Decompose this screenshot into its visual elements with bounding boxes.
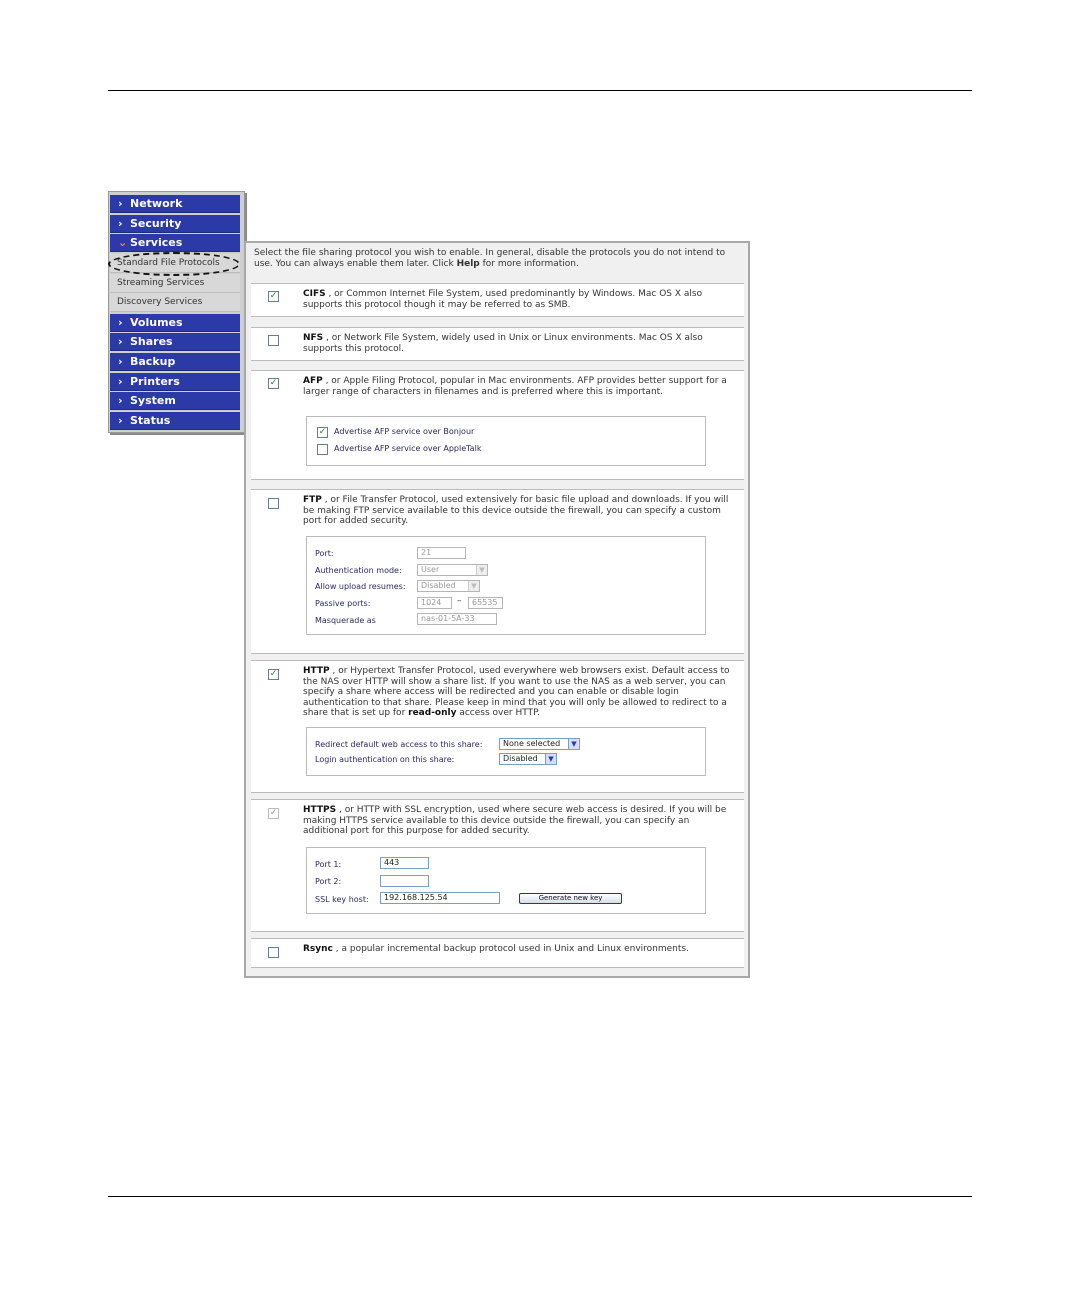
afp-name: AFP [303,376,323,386]
chevron-right-icon: › [118,394,123,407]
sidebar-subitem-discovery-services[interactable] [110,293,240,312]
cifs-desc-text: , or Common Internet File System, used predominantly by Windows. Mac OS X also supports this protocol though it may be referred to as SMB. [303,289,703,310]
login-auth-label: Login authentication on this share: [315,755,455,764]
bonjour-label: Advertise AFP service over Bonjour [334,427,475,436]
sidebar [108,191,245,433]
login-auth-value: Disabled [503,754,538,763]
sidebar-item-status[interactable] [110,412,240,430]
ftp-masq-label: Masquerade as [315,616,376,625]
chevron-right-icon: › [118,355,123,368]
section-https [251,799,744,932]
passive-range-dash: – [457,596,462,606]
sidebar-item-shares[interactable] [110,333,240,351]
ftp-passive-to-input[interactable]: 65535 [468,597,503,609]
sidebar-item-services[interactable] [110,234,240,252]
login-auth-select[interactable] [499,753,557,765]
afp-desc-text: , or Apple Filing Protocol, popular in Mac environments. AFP provides better support for a larger range of characters in filenames and is preferred where this is important. [303,376,727,397]
chevron-down-icon: ▼ [568,739,579,749]
ftp-desc-text: , or File Transfer Protocol, used extensively for basic file upload and downloads. If you will be making FTP service available to this device outside the firewall, you can specify a custom port for added security. [303,495,729,526]
sidebar-subitem-streaming-services[interactable] [110,274,240,293]
redirect-label: Redirect default web access to this share: [315,740,483,749]
sidebar-item-system[interactable] [110,392,240,410]
http-options [306,727,706,776]
ftp-resume-select[interactable] [417,580,480,592]
section-nfs [251,327,744,361]
ftp-checkbox[interactable] [268,498,279,509]
generate-new-key-button[interactable]: Generate new key [519,893,622,904]
ftp-port-label: Port: [315,549,334,558]
afp-options [306,416,706,466]
chevron-down-icon: ▼ [545,754,556,764]
chevron-right-icon: › [118,316,123,329]
sidebar-item-label: System [130,394,176,407]
cifs-name: CIFS [303,289,326,299]
https-port2-label: Port 2: [315,877,342,886]
chevron-down-icon: ⌄ [118,236,128,249]
intro-text-tail: for more information. [479,259,579,269]
http-desc-tail: access over HTTP. [456,708,540,718]
nfs-name: NFS [303,333,324,343]
rsync-name: Rsync [303,944,333,954]
cifs-checkbox[interactable]: ✓ [269,291,278,301]
section-http [251,660,744,793]
https-port1-label: Port 1: [315,860,342,869]
http-description [303,666,733,719]
ftp-resume-value: Disabled [421,581,456,590]
sidebar-item-printers[interactable] [110,373,240,391]
sidebar-item-backup[interactable] [110,353,240,371]
subitem-label: Standard File Protocols [117,258,220,268]
chevron-right-icon: › [118,335,123,348]
ftp-options [306,536,706,635]
top-rule [108,90,972,91]
section-ftp [251,489,744,654]
sidebar-item-label: Network [130,197,183,210]
section-rsync [251,938,744,968]
https-port2-input[interactable] [380,875,429,887]
ftp-masq-input[interactable]: nas-01-5A-33 [417,613,497,625]
section-cifs [251,283,744,317]
https-description [303,805,733,837]
ftp-passive-from-input[interactable]: 1024 [417,597,452,609]
https-desc-text: , or HTTP with SSL encryption, used where secure web access is desired. If you will be making HTTPS service available to this device outside the firewall, you can specify an additional port for this purpose for added security. [303,805,727,836]
subitem-label: Streaming Services [117,278,205,288]
redirect-select[interactable] [499,738,580,750]
https-checkbox: ✓ [269,808,278,818]
chevron-right-icon: › [118,217,123,230]
redirect-value: None selected [503,739,561,748]
section-afp [251,370,744,480]
sidebar-item-label: Backup [130,355,176,368]
ftp-description [303,495,733,527]
sidebar-item-label: Volumes [130,316,183,329]
ssl-key-host-input[interactable]: 192.168.125.54 [380,892,500,904]
ftp-passive-label: Passive ports: [315,599,371,608]
sidebar-item-volumes[interactable] [110,314,240,332]
https-name: HTTPS [303,805,337,815]
appletalk-label: Advertise AFP service over AppleTalk [334,444,482,453]
intro-text [254,248,744,270]
chevron-down-icon: ▼ [468,581,479,591]
rsync-checkbox[interactable] [268,947,279,958]
bonjour-checkbox[interactable]: ✓ [318,427,327,437]
bottom-rule [108,1196,972,1197]
chevron-right-icon: › [118,375,123,388]
chevron-right-icon: › [118,414,123,427]
nfs-desc-text: , or Network File System, widely used in Unix or Linux environments. Mac OS X also supports this protocol. [303,333,703,354]
help-word: Help [456,259,480,269]
https-port1-input[interactable]: 443 [380,857,429,869]
protocols-panel [244,241,750,978]
nfs-description [303,333,733,354]
afp-description [303,376,733,397]
https-options [306,847,706,914]
intro-text-body: Select the file sharing protocol you wish to enable. In general, disable the protocols you do not intend to use. You can always enable them later. Click [254,248,726,269]
ftp-auth-label: Authentication mode: [315,566,402,575]
sidebar-item-label: Shares [130,335,173,348]
rsync-desc-text: , a popular incremental backup protocol used in Unix and Linux environments. [332,944,689,954]
ftp-resume-label: Allow upload resumes: [315,582,406,591]
ftp-name: FTP [303,495,322,505]
ftp-auth-value: User [421,565,440,574]
sidebar-item-label: Printers [130,375,180,388]
highlight-callout-oval [108,252,240,276]
sidebar-item-security[interactable] [110,215,240,233]
http-name: HTTP [303,666,330,676]
cifs-description [303,289,733,310]
sidebar-item-label: Services [130,236,183,249]
rsync-description [303,944,733,955]
http-read-only: read-only [408,708,457,718]
sidebar-item-label: Security [130,217,182,230]
ftp-port-input[interactable]: 21 [417,547,466,559]
subitem-label: Discovery Services [117,297,203,307]
ftp-auth-select[interactable] [417,564,488,576]
http-checkbox[interactable]: ✓ [269,669,278,679]
chevron-right-icon: › [118,197,123,210]
afp-checkbox[interactable]: ✓ [269,378,278,388]
nfs-checkbox[interactable] [268,335,279,346]
sidebar-item-label: Status [130,414,171,427]
chevron-down-icon: ▼ [476,565,487,575]
sidebar-item-network[interactable] [110,195,240,213]
ssl-key-host-label: SSL key host: [315,895,369,904]
http-desc-text: , or Hypertext Transfer Protocol, used everywhere web browsers exist. Default access to the NAS over HTTP will show a share list. If you want to use the NAS as a web server, you can specify a share where access will be redirected and you can enable or disable login authentication to that share. Please keep in mind that you will only be allowed to redirect to a share that is set up for [303,666,730,718]
appletalk-checkbox[interactable] [317,444,328,455]
